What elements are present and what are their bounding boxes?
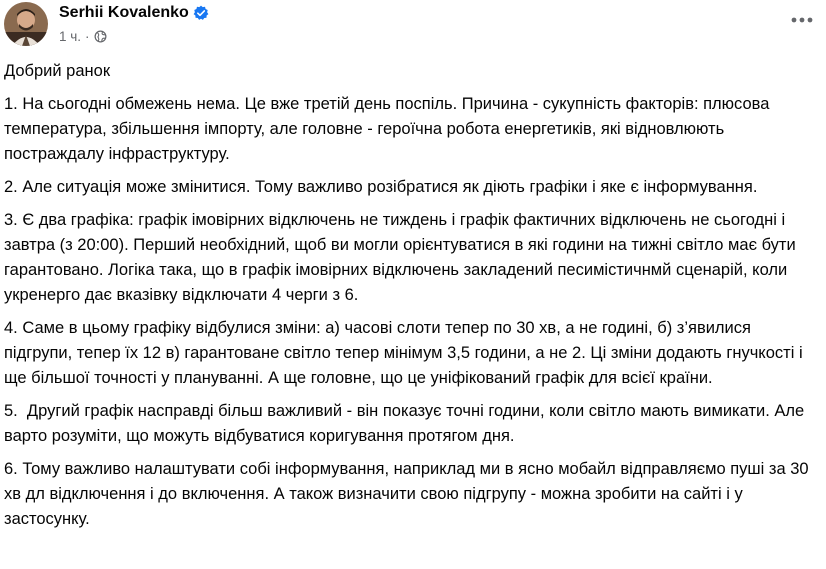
globe-icon[interactable] xyxy=(94,30,107,43)
post-paragraph-6: 6. Тому важливо налаштувати собі інформування, наприклад ми в ясно мобайл відправляємо пуші за 30 хв дл відключення і до включення. А також визначити свою підгрупу - можна зробити на сайті і у застосунку. xyxy=(4,460,814,528)
post-paragraph-greeting: Добрий ранок xyxy=(4,62,111,80)
author-name[interactable]: Serhii Kovalenko xyxy=(59,4,189,21)
meta-separator: · xyxy=(85,28,90,44)
post-paragraph-1: 1. На сьогодні обмежень нема. Це вже третій день поспіль. Причина - сукупність факторів: плюсова температура, збільшення імпорту, але головне - героїчна робота енергетиків, які відновлюють постраждалу інфраструктуру. xyxy=(4,95,775,163)
post-paragraph-3: 3. Є два графіка: графік імовірних відключень не тиждень і графік фактичних відключень не сьогодні і завтра (з 20:00). Перший необхідний, щоб ви могли орієнтуватися в які години на тижні світло має бути гарантовано. Логіка така, що в графік імовірних відключень закладений песимістичнмй сценарій, коли укренерго дає вказівку відключати 4 черги з 6. xyxy=(4,211,801,304)
post-header xyxy=(4,2,209,50)
avatar-photo-icon xyxy=(4,2,48,46)
author-name-row xyxy=(59,2,209,24)
post-timestamp[interactable]: 1 ч. xyxy=(59,28,82,44)
post-paragraph-4: 4. Саме в цьому графіку відбулися зміни: а) часові слоти тепер по 30 хв, а не годині, б) з’явилися підгрупи, тепер їх 12 в) гарантоване світло тепер мінімум 3,5 години, а не 2. Ці зміни додають гнучкості і ще більшої точності у плануванні. А ще головне, що це уніфікований графік для всієї країни. xyxy=(4,319,808,387)
verified-badge-icon xyxy=(193,5,209,21)
more-horizontal-icon xyxy=(791,17,813,23)
post-header-text xyxy=(59,2,209,46)
author-avatar[interactable] xyxy=(4,2,48,46)
post-paragraph-5: 5. Другий графік насправді більш важливий - він показує точні години, коли світло мають вимикати. Але варто розуміти, що можуть відбуватися коригування протягом дня. xyxy=(4,402,809,445)
post-meta xyxy=(59,26,209,46)
post-body xyxy=(4,59,819,540)
post-paragraph-2: 2. Але ситуація може змінитися. Тому важливо розібратися як діють графіки і яке є інформування. xyxy=(4,178,758,196)
more-options-button[interactable] xyxy=(788,10,816,30)
